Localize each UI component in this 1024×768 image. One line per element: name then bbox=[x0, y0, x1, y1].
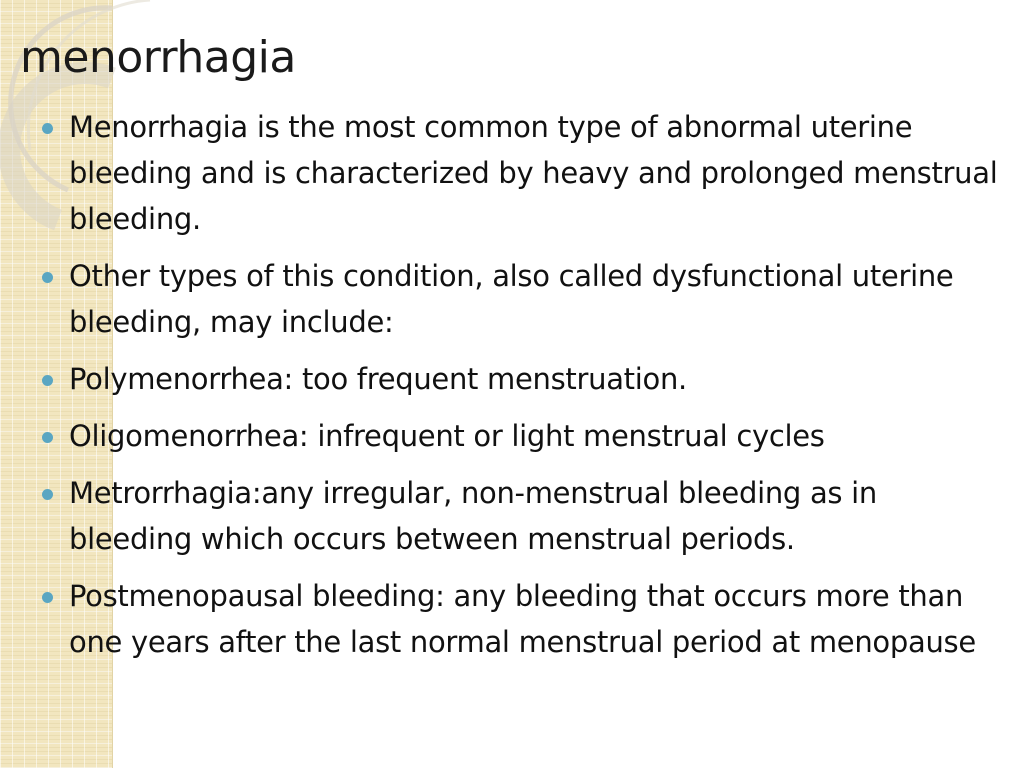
bullet-dot-icon bbox=[42, 375, 53, 386]
bullet-dot-icon bbox=[42, 123, 53, 134]
bullet-item bbox=[40, 413, 1000, 459]
bullet-item bbox=[40, 253, 1000, 345]
bullet-dot-icon bbox=[42, 592, 53, 603]
bullet-dot-icon bbox=[42, 432, 53, 443]
bullet-text: Metrorrhagia:any irregular, non-menstrual bleeding as in bleeding which occurs between menstrual periods. bbox=[69, 476, 877, 556]
bullet-text: Polymenorrhea: too frequent menstruation. bbox=[69, 362, 687, 396]
bullet-text: Oligomenorrhea: infrequent or light menstrual cycles bbox=[69, 419, 825, 453]
bullet-item bbox=[40, 573, 1000, 665]
bullet-text: Menorrhagia is the most common type of abnormal uterine bleeding and is characterized by heavy and prolonged menstrual bleeding. bbox=[69, 110, 998, 236]
bullet-text: Other types of this condition, also called dysfunctional uterine bleeding, may include: bbox=[69, 259, 954, 339]
bullet-item bbox=[40, 470, 1000, 562]
slide-title: menorrhagia bbox=[20, 32, 296, 83]
bullet-item bbox=[40, 104, 1000, 242]
bullet-dot-icon bbox=[42, 489, 53, 500]
bullet-list bbox=[40, 104, 1000, 676]
bullet-dot-icon bbox=[42, 272, 53, 283]
bullet-item bbox=[40, 356, 1000, 402]
bullet-text: Postmenopausal bleeding: any bleeding that occurs more than one years after the last normal menstrual period at menopause bbox=[69, 579, 976, 659]
